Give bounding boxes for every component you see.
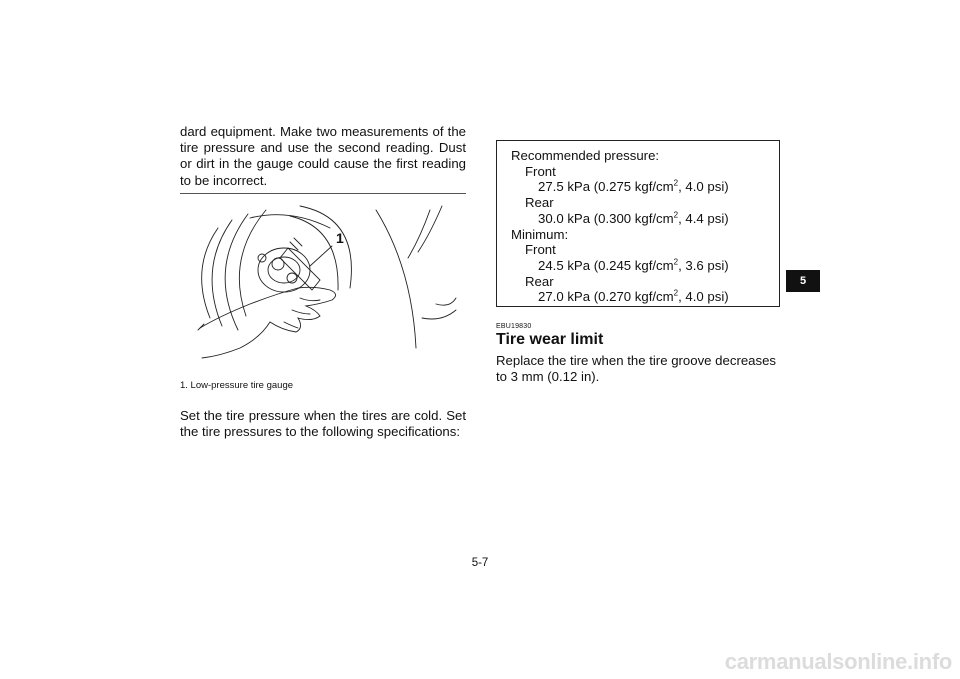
min-front-label: Front — [525, 242, 556, 258]
tire-gauge-illustration — [180, 198, 466, 373]
section-code: EBU19830 — [496, 323, 532, 330]
rear-value: 30.0 kPa (0.300 kgf/$cm^2$, 4.4 psi) — [538, 210, 729, 226]
min-rear-label: Rear — [525, 273, 554, 289]
min-front-value: 24.5 kPa (0.245 kgf/$cm^2$, 3.6 psi) — [538, 257, 729, 273]
tire-arc-1 — [202, 228, 218, 318]
minimum-pressure-label: Minimum: — [511, 226, 569, 242]
page-number: 5-7 — [471, 557, 489, 569]
pressure-spec-box — [496, 140, 780, 307]
figure-caption: 1. Low-pressure tire gauge — [180, 380, 294, 391]
section-heading: Tire wear limit — [496, 331, 604, 348]
specs-intro — [180, 408, 466, 440]
recommended-pressure-label: Recommended pressure: — [511, 148, 660, 163]
figure-top-rule — [180, 193, 466, 194]
specs-intro-paragraph: Set the tire pressure when the tires are cold. Set the tire pressures to the following specifications: — [180, 408, 466, 440]
left-column — [180, 124, 466, 189]
intro-paragraph: dard equipment. Make two measurements of the tire pressure and use the second reading. Dust or dirt in the gauge could cause the first reading to be incorrect. — [180, 124, 466, 188]
figure-callout-number: 1 — [336, 230, 344, 246]
rear-label: Rear — [525, 195, 554, 211]
front-value: 27.5 kPa (0.275 kgf/$cm^2$, 4.0 psi) — [538, 179, 729, 195]
watermark: carmanualsonline.info — [724, 649, 952, 674]
tire-wear-text: Replace the tire when the tire groove decreases to 3 mm (0.12 in). — [496, 353, 777, 385]
chapter-tab: 5 — [786, 270, 820, 292]
callout-leader — [310, 246, 332, 266]
min-rear-value: 27.0 kPa (0.270 kgf/$cm^2$, 4.0 psi) — [538, 288, 729, 305]
front-label: Front — [525, 163, 556, 179]
